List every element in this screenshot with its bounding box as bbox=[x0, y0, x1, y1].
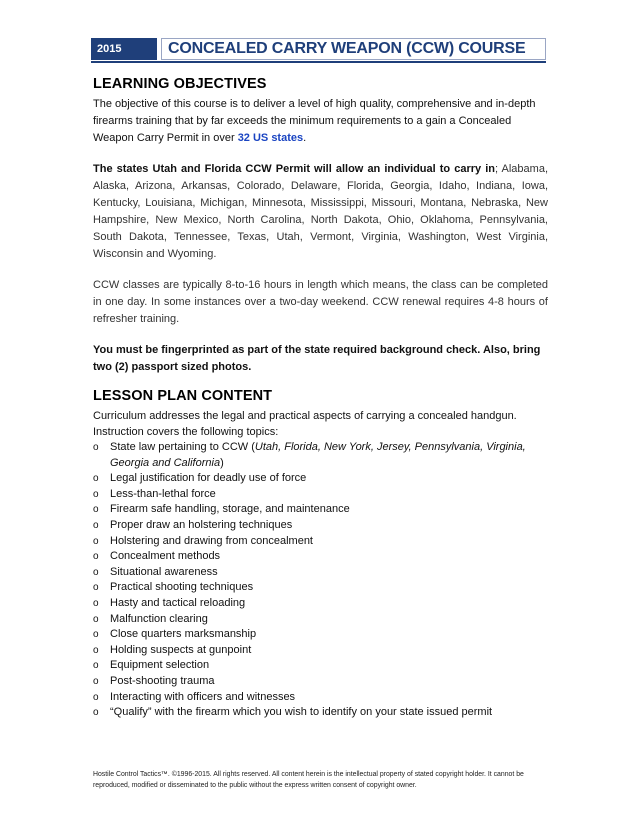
list-item bbox=[93, 580, 548, 596]
objective-text: The objective of this course is to deliver a level of high quality, comprehensive and in-depth firearms training that by far exceeds the minimum requirements to a gain a Concealed Weapon Carry Permit in over bbox=[93, 98, 536, 144]
bullet-icon: o bbox=[93, 644, 99, 656]
bullet-icon: o bbox=[93, 582, 99, 594]
bullet-icon: o bbox=[93, 613, 99, 625]
topic-end: ) bbox=[220, 456, 224, 469]
bullet-icon: o bbox=[93, 551, 99, 563]
bullet-icon: o bbox=[93, 442, 99, 453]
topic-text: Practical shooting techniques bbox=[110, 581, 254, 594]
bullet-icon: o bbox=[93, 660, 99, 672]
topic-text: Firearm safe handling, storage, and maintenance bbox=[110, 503, 350, 516]
list-item bbox=[93, 596, 548, 612]
bullet-icon: o bbox=[93, 535, 99, 547]
topic-text: “Qualify” with the firearm which you wish to identify on your state issued permit bbox=[110, 706, 493, 719]
list-item bbox=[93, 612, 548, 628]
topic-text: Equipment selection bbox=[110, 659, 210, 672]
learning-objectives-heading: LEARNING OBJECTIVES bbox=[93, 76, 267, 92]
list-item bbox=[93, 690, 548, 706]
topic-text: Hasty and tactical reloading bbox=[110, 596, 246, 609]
list-item bbox=[93, 658, 548, 674]
list-item bbox=[93, 471, 548, 487]
page-header bbox=[91, 38, 546, 63]
document-title: CONCEALED CARRY WEAPON (CCW) COURSE bbox=[161, 38, 546, 60]
list-item bbox=[93, 502, 548, 518]
bullet-icon: o bbox=[93, 473, 99, 485]
list-item bbox=[93, 643, 548, 659]
list-item bbox=[93, 518, 548, 534]
topic-text: Post-shooting trauma bbox=[110, 674, 215, 687]
topic-lead: State law pertaining to CCW ( bbox=[110, 441, 255, 453]
topic-text: Holding suspects at gunpoint bbox=[110, 643, 252, 656]
states-paragraph bbox=[93, 161, 548, 263]
topic-text: Holstering and drawing from concealment bbox=[110, 534, 313, 547]
bullet-icon: o bbox=[93, 488, 99, 500]
topic-text: Concealment methods bbox=[110, 550, 221, 563]
list-item bbox=[93, 487, 548, 503]
states-list: ; Alabama, Alaska, Arizona, Arkansas, Colorado, Delaware, Florida, Georgia, Idaho, Indiana, Iowa, Kentucky, Louisiana, Michigan, Minnesota, Mississippi, Missouri, Montana, Nebraska, New Hampshire, New Mexico, North Carolina, North Dakota, Ohio, Oklahoma, Pennsylvania, South Dakota, Tennessee, Texas, Utah, Vermont, Virginia, Washington, West Virginia, Wisconsin and Wyoming. bbox=[93, 163, 548, 260]
bullet-icon: o bbox=[93, 566, 99, 578]
duration-paragraph: CCW classes are typically 8-to-16 hours in length which means, the class can be completed in one day. In some instances over a two-day weekend. CCW renewal requires 4-8 hours of refresher training. bbox=[93, 279, 548, 325]
bullet-icon: o bbox=[93, 597, 99, 609]
objective-end: . bbox=[303, 132, 307, 144]
topics-list bbox=[93, 440, 548, 721]
list-item bbox=[93, 674, 548, 690]
states-lead: The states Utah and Florida CCW Permit will allow an individual to carry in bbox=[93, 163, 495, 175]
year-badge: 2015 bbox=[91, 38, 157, 60]
states-count: 32 US states bbox=[237, 132, 304, 144]
bullet-icon: o bbox=[93, 691, 99, 703]
document-body bbox=[93, 76, 548, 721]
topic-states: Utah, Florida, New York, Jersey, Pennsylvania, Virginia, Georgia and California bbox=[110, 441, 526, 469]
curriculum-text: Curriculum addresses the legal and practical aspects of carrying a concealed handgun. bbox=[93, 410, 517, 422]
topic-text: Situational awareness bbox=[110, 565, 218, 578]
header-rule bbox=[91, 61, 546, 63]
lesson-plan-heading: LESSON PLAN CONTENT bbox=[93, 388, 273, 404]
topic-text: Proper draw an holstering techniques bbox=[110, 518, 293, 531]
bullet-icon: o bbox=[93, 504, 99, 516]
topic-text: Interacting with officers and witnesses bbox=[110, 690, 296, 703]
list-item bbox=[93, 565, 548, 581]
topic-text: Malfunction clearing bbox=[110, 612, 208, 625]
topic-text: Less-than-lethal force bbox=[110, 487, 216, 500]
list-item bbox=[93, 534, 548, 550]
bullet-icon: o bbox=[93, 707, 99, 719]
fingerprint-notice: You must be fingerprinted as part of the state required background check. Also, bring two (2) passport sized photos. bbox=[93, 344, 541, 373]
copyright-footer: Hostile Control Tactics™. ©1996-2015. All rights reserved. All content herein is the intellectual property of stated copyright holder. It cannot be reproduced, modified or disseminated to the public without the express written consent of copyright owner. bbox=[93, 771, 524, 789]
list-item bbox=[93, 627, 548, 643]
instruction-text: Instruction covers the following topics: bbox=[93, 426, 279, 438]
bullet-icon: o bbox=[93, 629, 99, 641]
topic-text: Close quarters marksmanship bbox=[110, 628, 257, 641]
bullet-icon: o bbox=[93, 675, 99, 687]
bullet-icon: o bbox=[93, 519, 99, 531]
list-item bbox=[93, 440, 548, 471]
list-item bbox=[93, 705, 548, 721]
topic-text: Legal justification for deadly use of force bbox=[110, 472, 307, 485]
list-item bbox=[93, 549, 548, 565]
objective-paragraph bbox=[93, 96, 548, 147]
